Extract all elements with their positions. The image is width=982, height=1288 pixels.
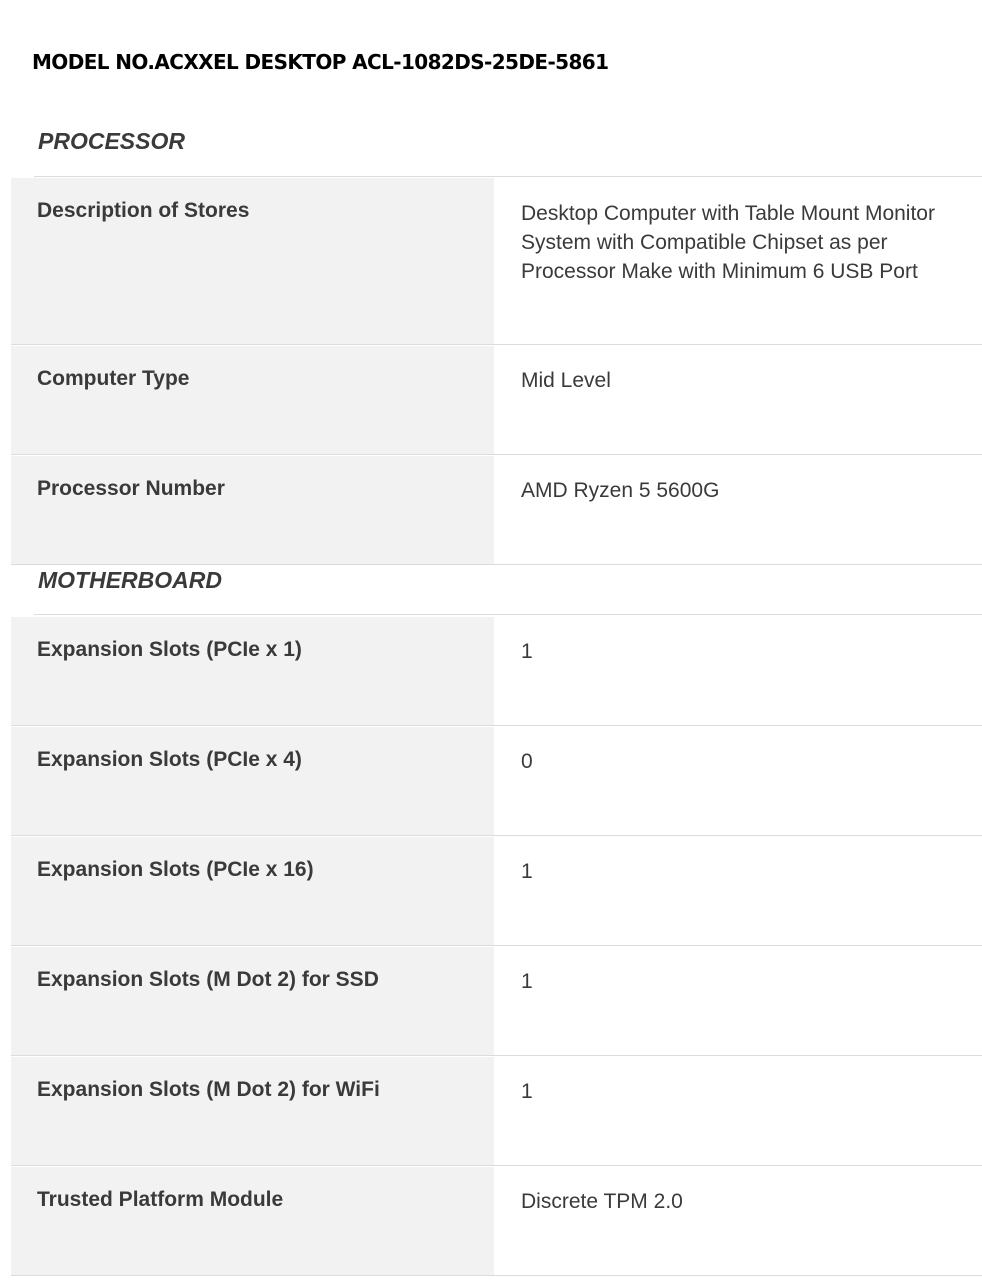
spec-label: Trusted Platform Module: [37, 1188, 284, 1211]
spec-value: 1: [521, 970, 533, 993]
spec-value: AMD Ryzen 5 5600G: [521, 479, 720, 502]
spec-label: Computer Type: [37, 367, 190, 390]
spec-value: 1: [521, 1080, 533, 1103]
spec-label-cell: [11, 617, 494, 725]
spec-label: Expansion Slots (PCIe x 16): [37, 858, 314, 881]
spec-row-description-of-stores: [11, 178, 982, 345]
spec-label-cell: [11, 1167, 494, 1275]
spec-row-expansion-slots-pcie-x4: [11, 727, 982, 836]
spec-row-expansion-slots-pcie-x1: [11, 617, 982, 726]
spec-row-expansion-slots-pcie-x16: [11, 837, 982, 946]
spec-label: Expansion Slots (PCIe x 1): [37, 638, 302, 661]
spec-row-processor-number: [11, 456, 982, 565]
section-divider: [34, 614, 982, 615]
spec-row-expansion-slots-m2-ssd: [11, 947, 982, 1056]
spec-label-cell: [11, 727, 494, 835]
section-divider: [34, 176, 982, 177]
spec-label: Expansion Slots (M Dot 2) for WiFi: [37, 1078, 380, 1101]
section-heading-motherboard: MOTHERBOARD: [38, 567, 222, 593]
spec-label-cell: [11, 456, 494, 564]
spec-value: Mid Level: [521, 369, 611, 392]
spec-row-trusted-platform-module: [11, 1167, 982, 1276]
spec-label: Expansion Slots (PCIe x 4): [37, 748, 302, 771]
spec-value: Desktop Computer with Table Mount Monitor System with Compatible Chipset as per Processor Make with Minimum 6 USB Port: [521, 202, 935, 283]
spec-value: 1: [521, 860, 533, 883]
model-title: MODEL NO.ACXXEL DESKTOP ACL-1082DS-25DE-5861: [32, 50, 609, 74]
spec-row-expansion-slots-m2-wifi: [11, 1057, 982, 1166]
spec-row-computer-type: [11, 346, 982, 455]
spec-label: Processor Number: [37, 477, 225, 500]
spec-label-cell: [11, 1057, 494, 1165]
spec-label-cell: [11, 947, 494, 1055]
spec-value: 0: [521, 750, 533, 773]
spec-label: Description of Stores: [37, 199, 250, 222]
spec-value: 1: [521, 640, 533, 663]
section-heading-processor: PROCESSOR: [38, 128, 185, 154]
spec-label-cell: [11, 178, 494, 344]
spec-value: Discrete TPM 2.0: [521, 1190, 683, 1213]
spec-label: Expansion Slots (M Dot 2) for SSD: [37, 968, 379, 991]
spec-label-cell: [11, 837, 494, 945]
spec-label-cell: [11, 346, 494, 454]
